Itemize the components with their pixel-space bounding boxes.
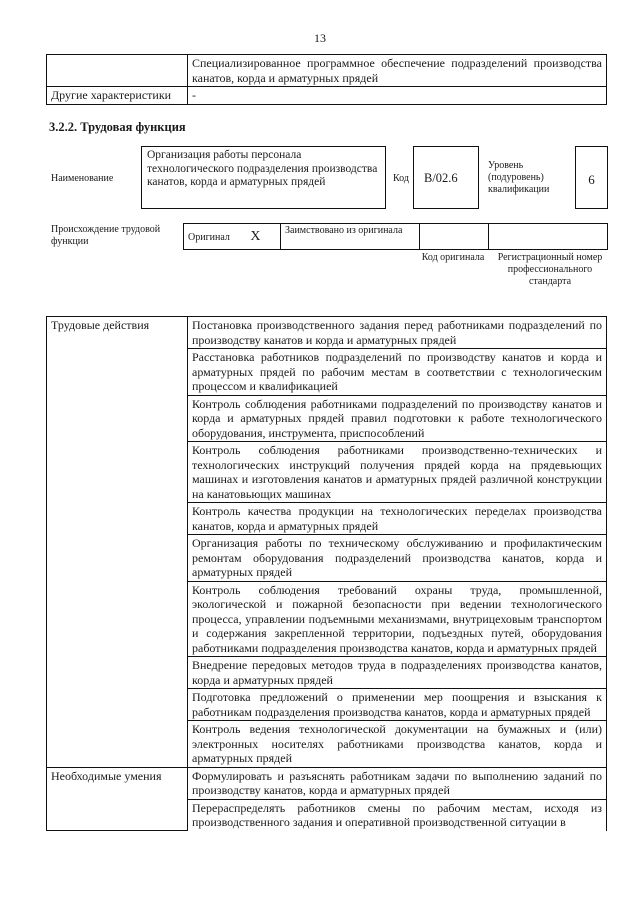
origin-table (183, 223, 608, 250)
table-row (184, 224, 608, 250)
qualification-level-box: 6 (575, 146, 608, 209)
borrowed-cell: Заимствовано из оригинала (281, 224, 420, 250)
code-original-caption: Код оригинала (421, 252, 485, 263)
reg-number-cell (489, 224, 608, 250)
function-name-box: Организация работы персонала технологического подразделения производства канатов, корда и арматурных прядей (141, 146, 386, 209)
function-details-table (46, 316, 607, 831)
table-row (47, 767, 607, 799)
action-item: Расстановка работников подразделений по производству канатов и корда и арматурных прядей по рабочим местам в соответствии с технологическим процессом и квалификацией (188, 349, 607, 396)
skill-item: Перераспределять работников смены по рабочим местам, исходя из производственного задания и оперативной производственной ситуации в (188, 799, 607, 831)
action-item: Контроль соблюдения работниками производственно-технических и технологических инструкций получения прядей корда на прядевьющих машинах и изготовления канатов и арматурных прядей различной конструкции на канатовьющих машинах (188, 442, 607, 503)
skill-item: Формулировать и разъяснять работникам задачи по выполнению заданий по производству канатов, корда и арматурных прядей (188, 767, 607, 799)
original-cell (184, 224, 281, 250)
action-item: Контроль соблюдения требований охраны труда, промышленной, экологической и пожарной безопасности при ведении технологического процесса, управлении подъемными механизмами, внутрицеховым транспортом и содержания закрепленной территории, подъездных путей, оборудования работниками подразделения производства канатов, корда и арматурных прядей (188, 581, 607, 657)
row-label: Другие характеристики (47, 87, 188, 105)
skills-label: Необходимые умения (47, 767, 188, 831)
level-label: Уровень (подуровень) квалификации (488, 160, 550, 195)
actions-label: Трудовые действия (47, 317, 188, 768)
original-label: Оригинал (188, 231, 230, 243)
action-item: Контроль качества продукции на технологических переделах производства канатов, корда и арматурных прядей (188, 503, 607, 535)
reg-number-caption: Регистрационный номер профессионального стандарта (497, 252, 603, 287)
name-label: Наименование (51, 173, 114, 184)
page-number: 13 (314, 31, 326, 45)
action-item: Контроль ведения технологической документации на бумажных и (или) электронных носителях работниками производства канатов, корда и арматурных прядей (188, 721, 607, 768)
table-row (47, 87, 607, 105)
code-original-cell (420, 224, 489, 250)
characteristics-table (46, 54, 607, 105)
action-item: Подготовка предложений о применении мер поощрения и взыскания к работникам подразделения производства канатов, корда и арматурных прядей (188, 689, 607, 721)
original-mark: X (250, 228, 261, 244)
row-label (47, 55, 188, 87)
function-code-box: B/02.6 (413, 146, 479, 209)
table-row (47, 55, 607, 87)
code-label: Код (393, 173, 409, 184)
action-item: Внедрение передовых методов труда в подразделениях производства канатов, корда и арматурных прядей (188, 657, 607, 689)
action-item: Постановка производственного задания перед работниками подразделений по производству канатов и корда и арматурных прядей (188, 317, 607, 349)
action-item: Контроль соблюдения работниками подразделений по производству канатов и корда и арматурных прядей правил подготовки к работе технологического оборудования, инструмента, приспособлений (188, 395, 607, 442)
row-value: Специализированное программное обеспечение подразделений производства канатов, корда и арматурных прядей (188, 55, 607, 87)
origin-label: Происхождение трудовой функции (51, 224, 161, 247)
section-title: 3.2.2. Трудовая функция (49, 120, 186, 134)
row-value: - (188, 87, 607, 105)
action-item: Организация работы по техническому обслуживанию и профилактическим ремонтам оборудования подразделений производства канатов, корда и арматурных прядей (188, 535, 607, 582)
table-row (47, 317, 607, 349)
